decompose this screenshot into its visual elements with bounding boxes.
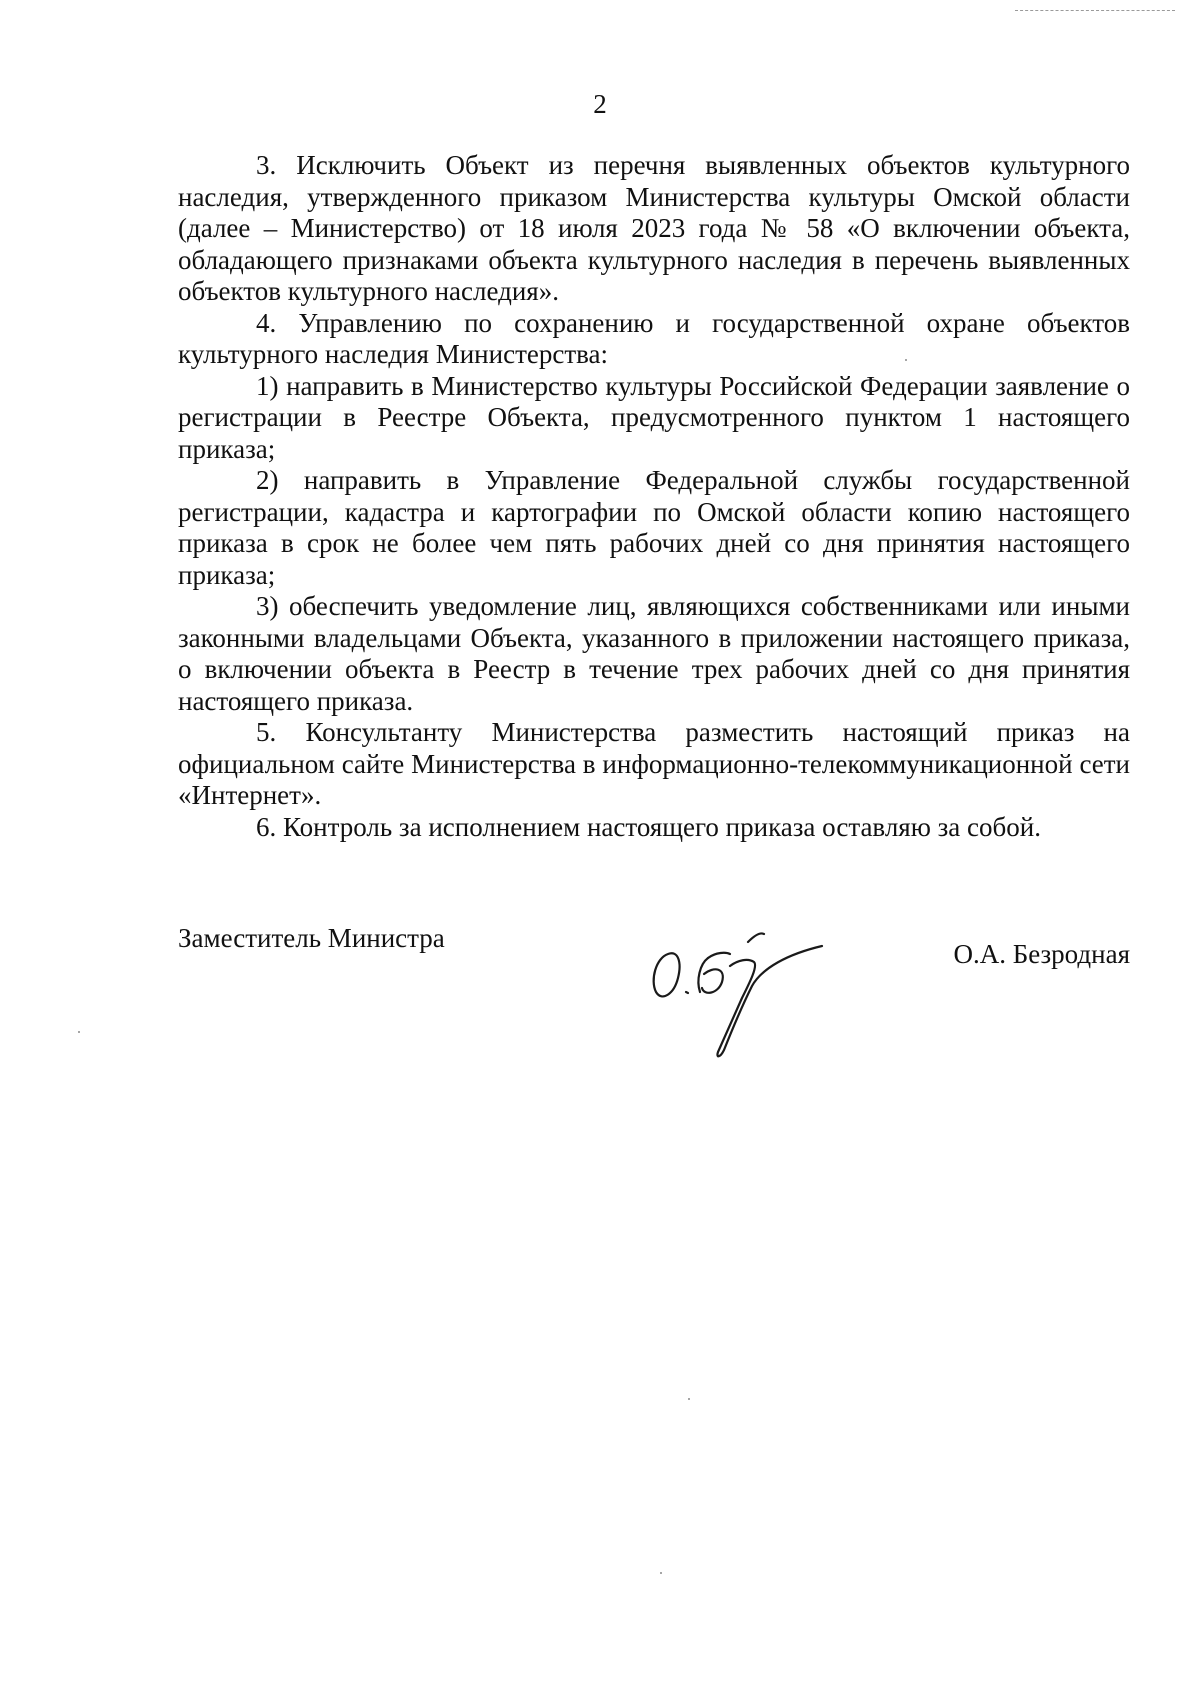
subparagraph-4-2: 2) направить в Управление Федеральной службы государственной регистрации, кадастра и картографии по Омской области копию настоящего приказа в срок не более чем пять рабочих дней со дня принятия настоящего приказа;: [178, 465, 1130, 590]
signature-block: [178, 922, 1130, 1082]
paragraph-item-4: 4. Управлению по сохранению и государственной охране объектов культурного наследия Министерства:: [178, 307, 1130, 369]
signer-position: Заместитель Министра: [178, 923, 445, 953]
handwritten-signature: [638, 902, 828, 1062]
paragraph-item-3: 3. Исключить Объект из перечня выявленных объектов культурного наследия, утвержденного приказом Министерства культуры Омской области (далее – Министерство) от 18 июля 2023 года № 58 «О включении объекта, обладающего признаками объекта культурного наследия в перечень выявленных объектов культурного наследия».: [178, 150, 1130, 306]
paragraph-item-6: 6. Контроль за исполнением настоящего приказа оставляю за собой.: [256, 811, 1041, 842]
order-body: [178, 150, 1130, 843]
signer-name: О.А. Безродная: [953, 939, 1130, 969]
scan-speck: [660, 1572, 662, 1574]
scan-edge-line: [1015, 10, 1175, 11]
scan-speck: [688, 1398, 690, 1400]
subparagraph-4-3: 3) обеспечить уведомление лиц, являющихся собственниками или иными законными владельцами Объекта, указанного в приложении настоящего приказа, о включении объекта в Реестр в течение трех рабочих дней со дня принятия настоящего приказа.: [178, 591, 1130, 716]
paragraph-item-5: 5. Консультанту Министерства разместить настоящий приказ на официальном сайте Министерства в информационно-телекоммуникационной сети «Интернет».: [178, 717, 1130, 810]
scan-speck: [905, 359, 907, 361]
subparagraph-4-1: 1) направить в Министерство культуры Российской Федерации заявление о регистрации в Реестре Объекта, предусмотренного пунктом 1 настоящего приказа;: [178, 370, 1130, 464]
page-number: 2: [593, 89, 607, 119]
scan-speck: [78, 1031, 80, 1033]
